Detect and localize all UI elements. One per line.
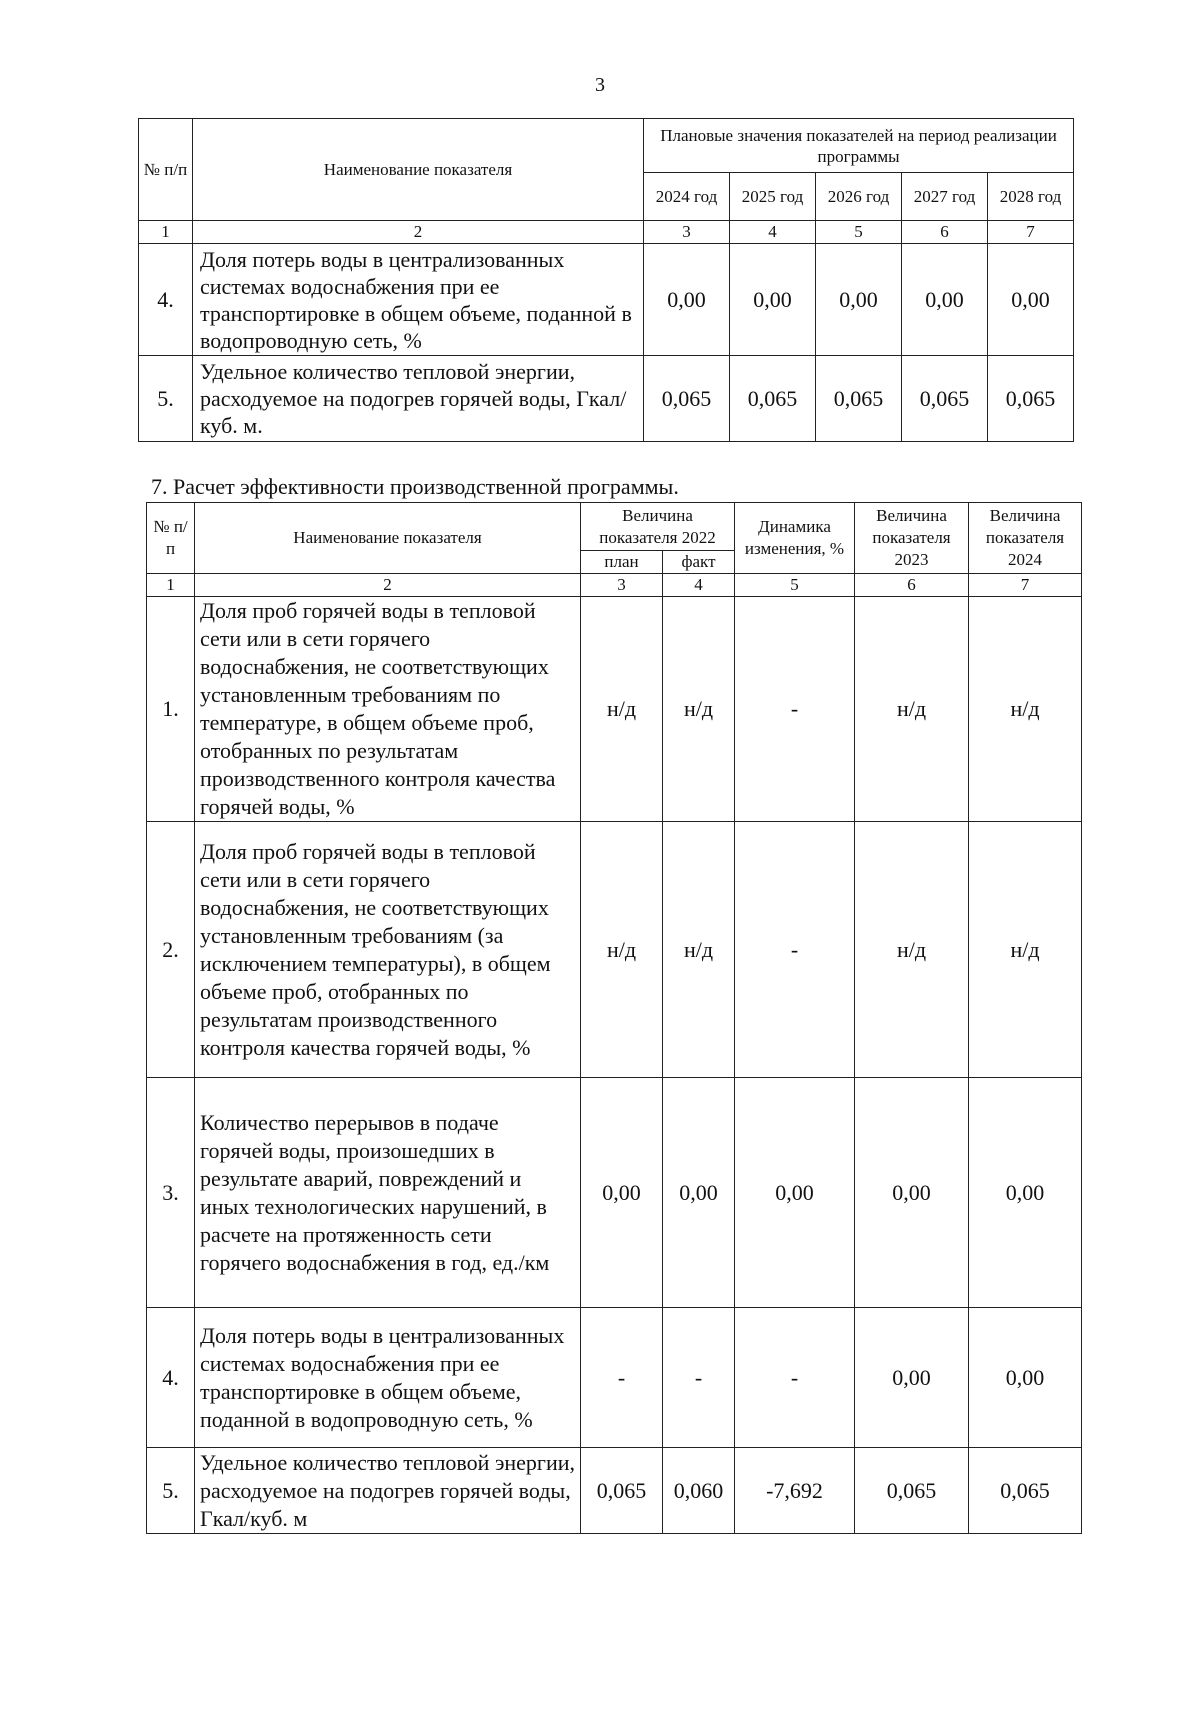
row-name: Доля потерь воды в централизованных системах водоснабжения при ее транспортировке в общем объеме, поданной в водопроводную сеть, % <box>195 1308 581 1448</box>
row-num: 4. <box>139 244 193 356</box>
planned-indicators-table <box>138 118 1074 442</box>
header-year: 2024 год <box>644 173 730 221</box>
column-index: 4 <box>730 221 816 244</box>
row-value: 0,060 <box>663 1448 735 1534</box>
header-fact: факт <box>663 551 735 574</box>
column-index: 2 <box>193 221 644 244</box>
row-value: 0,00 <box>969 1308 1082 1448</box>
row-value: 0,00 <box>988 244 1074 356</box>
header-planned: Плановые значения показателей на период реализации программы <box>644 119 1074 173</box>
row-value: 0,00 <box>581 1078 663 1308</box>
column-index: 5 <box>735 574 855 597</box>
header-year: 2027 год <box>902 173 988 221</box>
table-row <box>139 244 1074 356</box>
column-index: 6 <box>902 221 988 244</box>
header-year: 2028 год <box>988 173 1074 221</box>
row-name: Доля проб горячей воды в тепловой сети или в сети горячего водоснабжения, не соответствующих установленным требованиям по температуре, в общем объеме проб, отобранных по результатам производственного контроля качества горячей воды, % <box>195 597 581 822</box>
row-value: 0,065 <box>581 1448 663 1534</box>
row-value: н/д <box>663 597 735 822</box>
table-row <box>139 356 1074 442</box>
row-value: 0,065 <box>816 356 902 442</box>
row-value: 0,00 <box>816 244 902 356</box>
row-name: Доля потерь воды в централизованных системах водоснабжения при ее транспортировке в общем объеме, поданной в водопроводную сеть, % <box>193 244 644 356</box>
row-name: Количество перерывов в подаче горячей воды, произошедших в результате аварий, повреждений и иных технологических нарушений, в расчете на протяженность сети горячего водоснабжения в год, ед./км <box>195 1078 581 1308</box>
header-value-2022: Величина показателя 2022 <box>581 503 735 551</box>
column-index: 7 <box>988 221 1074 244</box>
efficiency-table <box>146 502 1082 1534</box>
row-value: 0,065 <box>988 356 1074 442</box>
row-value: 0,00 <box>969 1078 1082 1308</box>
page-number: 3 <box>595 74 605 96</box>
column-index: 4 <box>663 574 735 597</box>
header-plan: план <box>581 551 663 574</box>
table-row <box>147 1448 1082 1534</box>
column-index-row <box>147 574 1082 597</box>
row-name: Удельное количество тепловой энергии, расходуемое на подогрев горячей воды, Гкал/куб. м. <box>193 356 644 442</box>
column-index-row <box>139 221 1074 244</box>
header-dynamics: Динамика изменения, % <box>735 503 855 574</box>
row-value: - <box>735 597 855 822</box>
row-num: 5. <box>139 356 193 442</box>
row-value: 0,065 <box>902 356 988 442</box>
row-value: - <box>663 1308 735 1448</box>
column-index: 2 <box>195 574 581 597</box>
table-row <box>147 1308 1082 1448</box>
row-value: н/д <box>969 597 1082 822</box>
row-value: н/д <box>581 597 663 822</box>
section-heading: 7. Расчет эффективности производственной программы. <box>151 474 679 499</box>
row-value: 0,00 <box>644 244 730 356</box>
header-num: № п/п <box>139 119 193 221</box>
row-value: н/д <box>855 597 969 822</box>
header-num: № п/п <box>147 503 195 574</box>
header-name: Наименование показателя <box>193 119 644 221</box>
row-value: 0,065 <box>969 1448 1082 1534</box>
header-name: Наименование показателя <box>195 503 581 574</box>
row-num: 5. <box>147 1448 195 1534</box>
row-value: 0,00 <box>735 1078 855 1308</box>
row-name: Удельное количество тепловой энергии, расходуемое на подогрев горячей воды, Гкал/куб. м <box>195 1448 581 1534</box>
row-value: 0,00 <box>855 1308 969 1448</box>
row-value: 0,00 <box>730 244 816 356</box>
row-value: н/д <box>855 822 969 1078</box>
row-value: -7,692 <box>735 1448 855 1534</box>
header-value-2023: Величина показателя 2023 <box>855 503 969 574</box>
row-num: 4. <box>147 1308 195 1448</box>
row-value: 0,065 <box>730 356 816 442</box>
row-value: н/д <box>581 822 663 1078</box>
header-value-2024: Величина показателя 2024 <box>969 503 1082 574</box>
column-index: 7 <box>969 574 1082 597</box>
column-index: 1 <box>139 221 193 244</box>
column-index: 6 <box>855 574 969 597</box>
row-value: - <box>735 1308 855 1448</box>
row-value: - <box>735 822 855 1078</box>
row-num: 2. <box>147 822 195 1078</box>
column-index: 1 <box>147 574 195 597</box>
row-value: 0,00 <box>663 1078 735 1308</box>
column-index: 5 <box>816 221 902 244</box>
row-value: - <box>581 1308 663 1448</box>
row-name: Доля проб горячей воды в тепловой сети или в сети горячего водоснабжения, не соответствующих установленным требованиям (за исключением температуры), в общем объеме проб, отобранных по результатам производственного контроля качества горячей воды, % <box>195 822 581 1078</box>
row-value: н/д <box>969 822 1082 1078</box>
column-index: 3 <box>644 221 730 244</box>
row-num: 3. <box>147 1078 195 1308</box>
table-row <box>147 597 1082 822</box>
row-value: 0,00 <box>902 244 988 356</box>
header-year: 2025 год <box>730 173 816 221</box>
table-header-row <box>147 503 1082 551</box>
table-row <box>147 1078 1082 1308</box>
row-value: 0,00 <box>855 1078 969 1308</box>
row-value: н/д <box>663 822 735 1078</box>
header-year: 2026 год <box>816 173 902 221</box>
column-index: 3 <box>581 574 663 597</box>
row-value: 0,065 <box>644 356 730 442</box>
row-value: 0,065 <box>855 1448 969 1534</box>
row-num: 1. <box>147 597 195 822</box>
table-row <box>147 822 1082 1078</box>
table-header-row <box>139 119 1074 173</box>
